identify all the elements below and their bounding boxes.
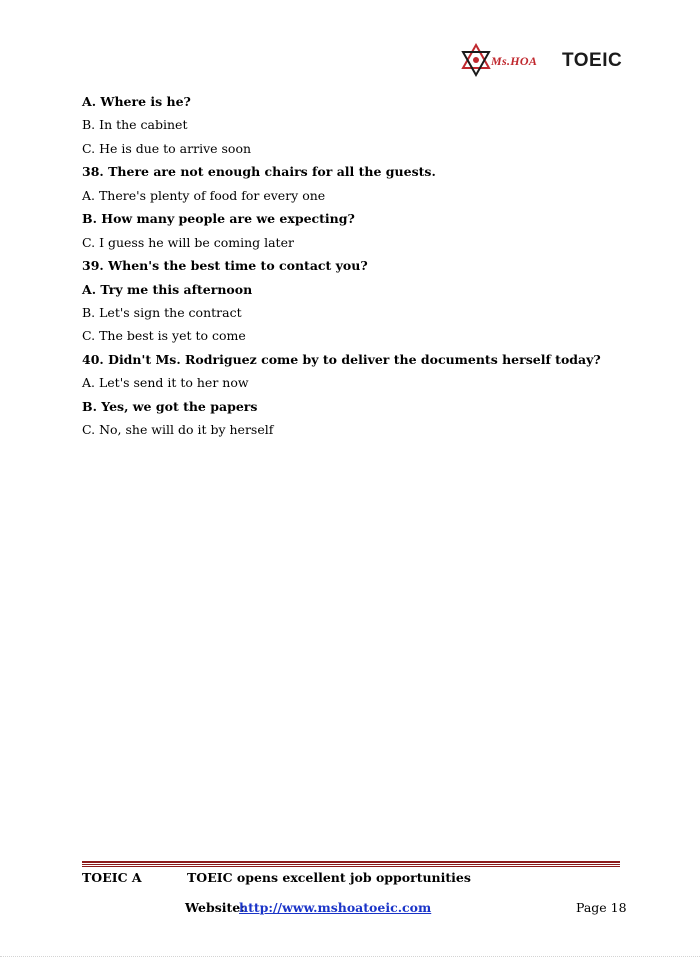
brand-logo (458, 42, 623, 78)
text-line: C. He is due to arrive soon (82, 140, 252, 156)
footer-website-link[interactable]: http://www.mshoatoeic.com (239, 900, 432, 915)
text-line: A. Let's send it to her now (82, 375, 249, 391)
text-line: A. Where is he? (82, 94, 191, 109)
text-line: C. I guess he will be coming later (82, 234, 294, 250)
text-line: B. Yes, we got the papers (82, 398, 258, 414)
footer-rule-thin-2 (82, 866, 620, 867)
text-line: B. In the cabinet (82, 117, 188, 133)
footer-website-label: Website: (185, 900, 245, 915)
text-line: A. Try me this afternoon (82, 281, 253, 297)
page-bottom-divider (0, 956, 700, 957)
text-line: C. No, she will do it by herself (82, 422, 274, 438)
text-line: B. How many people are we expecting? (82, 211, 355, 227)
footer-rule-thick (82, 861, 620, 863)
footer-course-code: TOEIC A (82, 870, 142, 885)
question-list (82, 90, 622, 442)
text-line: A. There's plenty of food for every one (82, 187, 326, 203)
star-of-david-logo-icon (458, 42, 494, 78)
text-line: C. The best is yet to come (82, 328, 246, 344)
logo-ms-hoa-text: Ms.HOA (491, 54, 538, 68)
logo-toeic-text: TOEIC (562, 50, 623, 71)
text-line: 40. Didn't Ms. Rodriguez come by to deliver the documents herself today? (82, 351, 601, 367)
text-line: 39. When's the best time to contact you? (82, 258, 368, 274)
footer-page-number: Page 18 (576, 900, 627, 915)
text-line: 38. There are not enough chairs for all the guests. (82, 164, 436, 180)
footer-slogan: TOEIC opens excellent job opportunities (187, 870, 471, 885)
footer-rule-thin (82, 864, 620, 865)
text-line: B. Let's sign the contract (82, 304, 242, 320)
